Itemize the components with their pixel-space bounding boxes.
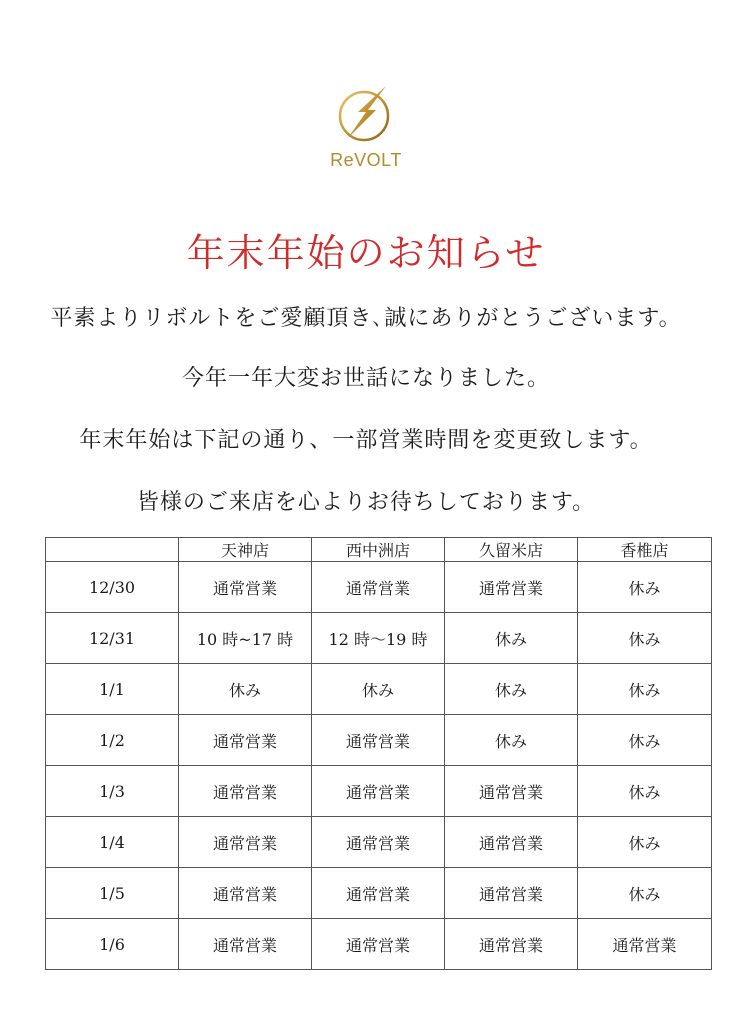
table-cell: 通常営業 xyxy=(445,766,578,817)
table-cell: 休み xyxy=(578,715,712,766)
table-row xyxy=(46,664,712,715)
table-row xyxy=(46,919,712,970)
header-cell-nishinakasu: 西中洲店 xyxy=(312,538,445,562)
table-cell: 通常営業 xyxy=(445,868,578,919)
table-cell: 通常営業 xyxy=(445,919,578,970)
table-row xyxy=(46,766,712,817)
table-cell: 通常営業 xyxy=(312,868,445,919)
table-cell: 通常営業 xyxy=(179,868,312,919)
page-title: 年末年始のお知らせ xyxy=(186,231,546,275)
table-cell: 10 時~17 時 xyxy=(179,613,312,664)
table-cell: 休み xyxy=(179,664,312,715)
table-row xyxy=(46,868,712,919)
date-cell: 1/5 xyxy=(46,868,179,919)
date-cell: 12/30 xyxy=(46,562,179,613)
table-cell: 休み xyxy=(578,817,712,868)
table-row xyxy=(46,715,712,766)
lightning-emblem-icon xyxy=(334,82,398,146)
table-row xyxy=(46,817,712,868)
greeting-line-2: 今年一年大変お世話になりました。 xyxy=(181,366,550,391)
table-cell: 通常営業 xyxy=(445,817,578,868)
table-cell: 通常営業 xyxy=(445,562,578,613)
header-cell-kashii: 香椎店 xyxy=(578,538,712,562)
table-cell: 休み xyxy=(445,664,578,715)
date-cell: 1/3 xyxy=(46,766,179,817)
greeting-line-1: 平素よりリボルトをご愛顧頂き､誠にありがとうございます。 xyxy=(50,306,682,331)
table-cell: 通常営業 xyxy=(179,715,312,766)
table-cell: 通常営業 xyxy=(312,817,445,868)
table-cell: 休み xyxy=(578,868,712,919)
header-cell-tenjin: 天神店 xyxy=(179,538,312,562)
table-cell: 通常営業 xyxy=(179,562,312,613)
table-cell: 通常営業 xyxy=(312,562,445,613)
header-cell-kurume: 久留米店 xyxy=(445,538,578,562)
table-row xyxy=(46,562,712,613)
table-row xyxy=(46,613,712,664)
table-cell: 休み xyxy=(312,664,445,715)
table-cell: 通常営業 xyxy=(312,715,445,766)
date-cell: 1/2 xyxy=(46,715,179,766)
date-cell: 1/6 xyxy=(46,919,179,970)
date-cell: 1/4 xyxy=(46,817,179,868)
table-cell: 休み xyxy=(578,562,712,613)
brand-logo xyxy=(0,82,732,171)
table-cell: 休み xyxy=(578,766,712,817)
date-cell: 12/31 xyxy=(46,613,179,664)
logo-text: ReVOLT xyxy=(330,150,402,170)
table-cell: 休み xyxy=(445,613,578,664)
table-cell: 休み xyxy=(578,613,712,664)
notice-line: 年末年始は下記の通り、一部営業時間を変更致します。 xyxy=(79,428,653,453)
header-cell-date xyxy=(46,538,179,562)
table-cell: 休み xyxy=(445,715,578,766)
table-cell: 通常営業 xyxy=(578,919,712,970)
table-cell: 休み xyxy=(578,664,712,715)
table-cell: 通常営業 xyxy=(312,766,445,817)
closing-line: 皆様のご来店を心よりお待ちしております。 xyxy=(136,490,596,515)
table-cell: 通常営業 xyxy=(179,766,312,817)
table-cell: 通常営業 xyxy=(179,919,312,970)
table-cell: 通常営業 xyxy=(312,919,445,970)
table-cell: 12 時～19 時 xyxy=(312,613,445,664)
date-cell: 1/1 xyxy=(46,664,179,715)
holiday-hours-table xyxy=(45,537,712,970)
table-header-row xyxy=(46,538,712,562)
table-cell: 通常営業 xyxy=(179,817,312,868)
